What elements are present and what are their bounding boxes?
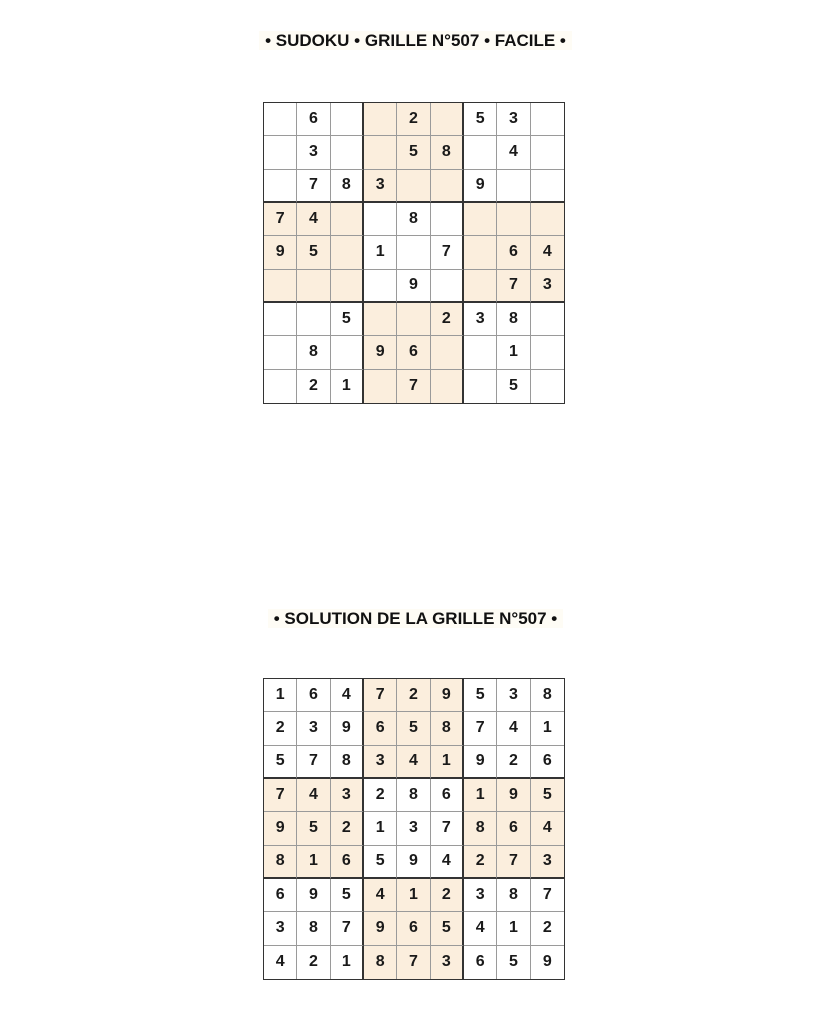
given-cell: 2 [364,779,397,812]
given-cell: 5 [364,846,397,879]
empty-cell[interactable] [364,203,397,236]
given-cell: 6 [397,912,430,945]
given-cell: 8 [397,779,430,812]
given-cell: 9 [431,679,464,712]
given-cell: 8 [297,336,330,369]
empty-cell[interactable] [497,170,530,203]
given-cell: 2 [431,879,464,912]
given-cell: 5 [431,912,464,945]
empty-cell[interactable] [431,336,464,369]
given-cell: 1 [497,336,530,369]
given-cell: 9 [464,170,497,203]
empty-cell[interactable] [531,170,564,203]
given-cell: 3 [464,303,497,336]
given-cell: 8 [431,136,464,169]
given-cell: 8 [497,303,530,336]
given-cell: 9 [542,953,552,971]
given-cell: 3 [531,270,564,303]
given-cell: 2 [264,712,297,745]
empty-cell[interactable] [397,303,430,336]
solution-title-text: • SOLUTION DE LA GRILLE N°507 • [268,609,564,628]
empty-cell[interactable] [531,370,564,403]
given-cell: 8 [331,170,364,203]
given-cell: 1 [364,236,397,269]
given-cell: 3 [364,170,397,203]
given-cell: 5 [531,779,564,812]
empty-cell[interactable] [531,103,564,136]
given-cell: 3 [331,779,364,812]
given-cell: 5 [297,236,330,269]
empty-cell[interactable] [364,270,397,303]
given-cell: 1 [397,879,430,912]
given-cell: 4 [397,746,430,779]
given-cell: 6 [464,946,497,979]
given-cell: 8 [497,879,530,912]
given-cell: 1 [264,679,297,712]
given-cell: 9 [364,912,397,945]
given-cell: 7 [497,846,530,879]
given-cell: 8 [264,846,297,879]
given-cell: 7 [364,679,397,712]
given-cell: 7 [464,712,497,745]
solution-title [0,604,831,634]
empty-cell[interactable] [497,203,530,236]
empty-cell[interactable] [464,236,497,269]
given-cell: 6 [497,236,530,269]
empty-cell[interactable] [364,136,397,169]
given-cell: 9 [397,846,430,879]
sudoku-puzzle-grid [263,102,565,404]
given-cell: 9 [264,812,297,845]
empty-cell[interactable] [264,370,297,403]
given-cell: 6 [364,712,397,745]
empty-cell[interactable] [531,336,564,369]
given-cell: 1 [364,812,397,845]
given-cell: 7 [264,203,297,236]
given-cell: 9 [464,746,497,779]
empty-cell[interactable] [297,303,330,336]
given-cell: 7 [264,779,297,812]
given-cell: 1 [531,712,564,745]
given-cell: 9 [497,779,530,812]
given-cell: 8 [431,712,464,745]
given-cell: 2 [497,746,530,779]
given-cell: 3 [397,812,430,845]
given-cell: 5 [331,303,364,336]
given-cell: 2 [431,303,464,336]
given-cell: 7 [531,879,564,912]
given-cell: 3 [531,846,564,879]
given-cell: 8 [297,912,330,945]
given-cell: 3 [264,912,297,945]
empty-cell[interactable] [431,170,464,203]
given-cell: 2 [531,912,564,945]
given-cell: 4 [431,846,464,879]
empty-cell[interactable] [331,136,364,169]
given-cell: 1 [331,370,364,403]
empty-cell[interactable] [397,236,430,269]
given-cell: 1 [431,746,464,779]
given-cell: 6 [497,812,530,845]
empty-cell[interactable] [297,270,330,303]
empty-cell[interactable] [431,103,464,136]
empty-cell[interactable] [264,336,297,369]
given-cell: 4 [297,203,330,236]
given-cell: 2 [397,103,430,136]
given-cell: 5 [297,812,330,845]
given-cell: 8 [397,203,430,236]
given-cell: 2 [397,679,430,712]
given-cell: 4 [364,879,397,912]
empty-cell[interactable] [364,370,397,403]
empty-cell[interactable] [531,136,564,169]
given-cell: 8 [464,812,497,845]
empty-cell[interactable] [531,303,564,336]
puzzle-title [0,26,831,56]
given-cell: 8 [364,946,397,979]
empty-cell[interactable] [364,303,397,336]
given-cell: 6 [297,103,330,136]
given-cell: 6 [297,679,330,712]
given-cell: 5 [464,103,497,136]
empty-cell[interactable] [464,203,497,236]
given-cell: 9 [331,712,364,745]
empty-cell[interactable] [431,203,464,236]
given-cell: 5 [264,746,297,779]
given-cell: 7 [397,370,430,403]
given-cell: 7 [397,946,430,979]
given-cell: 6 [264,879,297,912]
given-cell: 1 [297,846,330,879]
given-cell: 3 [497,679,530,712]
given-cell: 3 [497,103,530,136]
given-cell: 1 [497,912,530,945]
empty-cell[interactable] [264,103,297,136]
given-cell: 4 [331,679,364,712]
empty-cell[interactable] [464,336,497,369]
given-cell: 3 [297,712,330,745]
given-cell: 2 [331,812,364,845]
given-cell: 6 [331,846,364,879]
given-cell: 4 [464,912,497,945]
given-cell: 7 [331,912,364,945]
given-cell: 6 [431,779,464,812]
given-cell: 3 [464,879,497,912]
given-cell: 9 [297,879,330,912]
given-cell: 7 [297,170,330,203]
given-cell: 1 [331,946,364,979]
given-cell: 4 [264,946,297,979]
given-cell: 2 [297,946,330,979]
empty-cell[interactable] [464,270,497,303]
given-cell: 7 [497,270,530,303]
empty-cell[interactable] [331,103,364,136]
given-cell: 3 [431,946,464,979]
empty-cell[interactable] [431,370,464,403]
given-cell: 3 [364,746,397,779]
given-cell: 9 [264,236,297,269]
empty-cell[interactable] [464,370,497,403]
empty-cell[interactable] [464,136,497,169]
given-cell: 4 [531,236,564,269]
given-cell: 4 [497,712,530,745]
empty-cell[interactable] [331,336,364,369]
empty-cell[interactable] [531,203,564,236]
given-cell: 5 [397,136,430,169]
given-cell: 6 [531,746,564,779]
given-cell: 4 [297,779,330,812]
given-cell: 5 [497,370,530,403]
given-cell: 2 [297,370,330,403]
empty-cell[interactable] [264,170,297,203]
empty-cell[interactable] [397,170,430,203]
given-cell: 5 [397,712,430,745]
given-cell: 2 [464,846,497,879]
sudoku-solution-grid [263,678,565,980]
given-cell: 9 [364,336,397,369]
given-cell: 7 [431,812,464,845]
empty-cell[interactable] [431,270,464,303]
given-cell: 4 [497,136,530,169]
given-cell: 8 [531,679,564,712]
empty-cell[interactable] [264,303,297,336]
given-cell: 4 [531,812,564,845]
empty-cell[interactable] [331,203,364,236]
empty-cell[interactable] [364,103,397,136]
empty-cell[interactable] [264,270,297,303]
given-cell: 5 [497,946,530,979]
puzzle-title-text: • SUDOKU • GRILLE N°507 • FACILE • [259,31,572,50]
empty-cell[interactable] [331,270,364,303]
given-cell: 7 [431,236,464,269]
given-cell: 8 [331,746,364,779]
empty-cell[interactable] [264,136,297,169]
empty-cell[interactable] [331,236,364,269]
given-cell: 1 [464,779,497,812]
given-cell: 7 [297,746,330,779]
given-cell: 5 [464,679,497,712]
given-cell: 3 [297,136,330,169]
given-cell: 5 [331,879,364,912]
given-cell: 9 [397,270,430,303]
given-cell: 6 [397,336,430,369]
